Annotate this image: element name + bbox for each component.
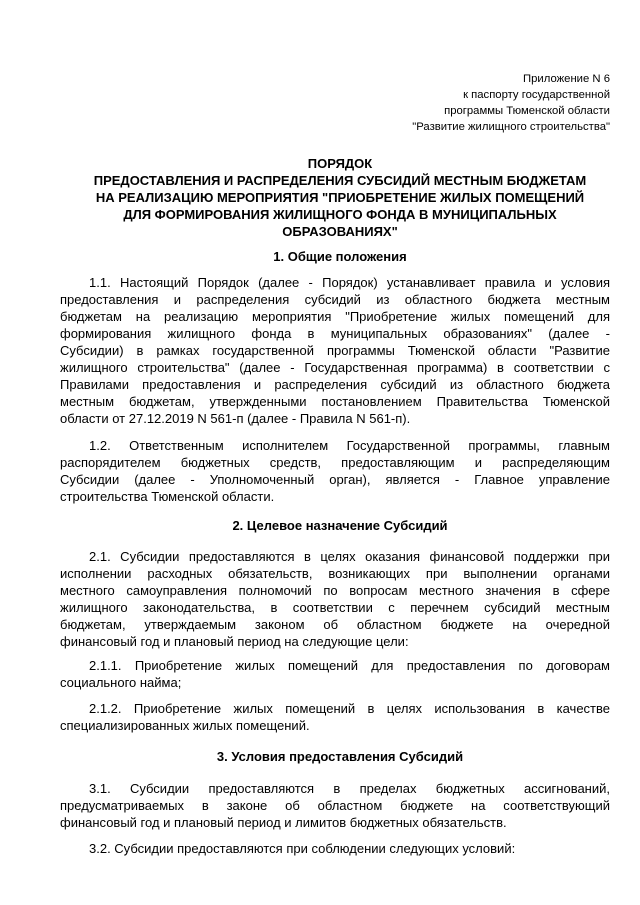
- text-line: предусматриваемых в законе об областном бюджете на соответствующий: [60, 798, 610, 813]
- text-line: финансовый год и плановый период на следующие цели:: [60, 634, 409, 649]
- paragraph-2-1: [60, 548, 610, 650]
- text-line: местным бюджетам, утвержденными постановлением Правительства Тюменской: [60, 394, 610, 409]
- text-line: Субсидии (далее - Уполномоченный орган), является - Главное управление: [60, 472, 610, 487]
- text-line: социального найма;: [60, 675, 182, 690]
- paragraph-2-1-1: [60, 657, 610, 691]
- text-line: 1.1. Настоящий Порядок (далее - Порядок) устанавливает правила и условия: [89, 275, 610, 290]
- title-line: ОБРАЗОВАНИЯХ": [282, 224, 398, 239]
- text-line: 3.1. Субсидии предоставляются в пределах бюджетных ассигнований,: [89, 781, 610, 796]
- appendix-line: к паспорту государственной: [463, 89, 610, 101]
- paragraph-3-1: [60, 780, 610, 831]
- text-line: 3.2. Субсидии предоставляются при соблюдении следующих условий:: [89, 841, 516, 856]
- appendix-note: [412, 71, 610, 135]
- text-line: 2.1.1. Приобретение жилых помещений для предоставления по договорам: [89, 658, 610, 673]
- section-heading-3: 3. Условия предоставления Субсидий: [216, 749, 464, 764]
- text-line: бюджетам, утверждаемым законом об областном бюджете на очередной: [60, 617, 610, 632]
- text-line: формирования жилищного фонда в муниципальных образованиях" (далее -: [60, 326, 610, 341]
- appendix-line: Приложение N 6: [523, 73, 610, 85]
- paragraph-3-2: [60, 840, 610, 857]
- title-line: ДЛЯ ФОРМИРОВАНИЯ ЖИЛИЩНОГО ФОНДА В МУНИЦИПАЛЬНЫХ: [123, 207, 557, 222]
- paragraph-1-1: [60, 274, 610, 427]
- text-line: Субсидии) в рамках государственной программы Тюменской области "Развитие: [60, 343, 610, 358]
- document-title: [60, 155, 620, 240]
- paragraph-1-2: [60, 437, 610, 505]
- text-line: Правилами предоставления и распределения субсидий из областного бюджета: [60, 377, 610, 392]
- appendix-line: "Развитие жилищного строительства": [412, 121, 610, 133]
- text-line: предоставления и распределения субсидий из областного бюджета местным: [60, 292, 610, 307]
- text-line: жилищного законодательства, в соответствии с перечнем субсидий местным: [60, 600, 610, 615]
- text-line: области от 27.12.2019 N 561-п (далее - Правила N 561-п).: [60, 411, 411, 426]
- text-line: 2.1. Субсидии предоставляются в целях оказания финансовой поддержки при: [89, 549, 610, 564]
- text-line: местного самоуправления полномочий по вопросам местного значения в сфере: [60, 583, 610, 598]
- text-line: финансовый год и плановый период и лимитов бюджетных обязательств.: [60, 815, 507, 830]
- title-line: НА РЕАЛИЗАЦИЮ МЕРОПРИЯТИЯ "ПРИОБРЕТЕНИЕ ЖИЛЫХ ПОМЕЩЕНИЙ: [95, 190, 585, 205]
- text-line: исполнении расходных обязательств, возникающих при выполнении органами: [60, 566, 610, 581]
- appendix-line: программы Тюменской области: [444, 105, 610, 117]
- text-line: 1.2. Ответственным исполнителем Государственной программы, главным: [89, 438, 610, 453]
- paragraph-2-1-2: [60, 700, 610, 734]
- section-heading-2: 2. Целевое назначение Субсидий: [232, 518, 448, 533]
- text-line: специализированных жилых помещений.: [60, 718, 310, 733]
- text-line: бюджетам на реализацию мероприятия "Приобретение жилых помещений для: [60, 309, 610, 324]
- title-line: ПОРЯДОК: [307, 156, 373, 171]
- section-heading-1: 1. Общие положения: [273, 249, 407, 264]
- text-line: жилищного строительства" (далее - Государственная программа) в соответствии с: [60, 360, 610, 375]
- text-line: 2.1.2. Приобретение жилых помещений в целях использования в качестве: [89, 701, 610, 716]
- text-line: распорядителем бюджетных средств, предоставляющим и распределяющим: [60, 455, 610, 470]
- title-line: ПРЕДОСТАВЛЕНИЯ И РАСПРЕДЕЛЕНИЯ СУБСИДИЙ МЕСТНЫМ БЮДЖЕТАМ: [93, 173, 587, 188]
- text-line: строительства Тюменской области.: [60, 489, 275, 504]
